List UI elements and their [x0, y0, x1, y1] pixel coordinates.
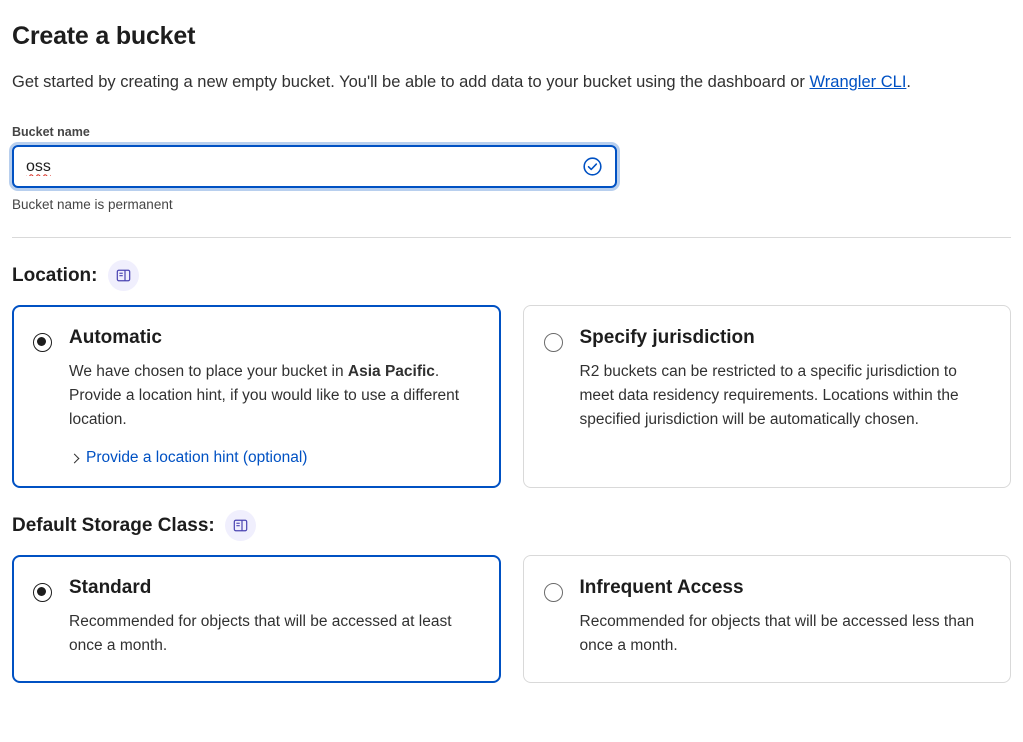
storage-option-standard-title: Standard — [69, 577, 152, 598]
location-option-automatic[interactable] — [12, 305, 501, 488]
location-options — [12, 305, 1011, 488]
location-option-jurisdiction[interactable] — [523, 305, 1012, 488]
desc-bold: Asia Pacific — [347, 363, 435, 380]
location-option-jurisdiction-title: Specify jurisdiction — [579, 327, 755, 348]
location-option-jurisdiction-desc: R2 buckets can be restricted to a specific jurisdiction to meet data residency requirements. Locations within the specified jurisdiction will be automatically chosen. — [579, 363, 959, 428]
info-panel-icon[interactable] — [108, 260, 139, 291]
location-option-jurisdiction-body — [580, 326, 989, 432]
storage-option-infrequent-access-inner — [544, 576, 989, 658]
radio-specify-jurisdiction[interactable] — [544, 333, 563, 352]
intro-text-after: . — [906, 73, 911, 91]
storage-option-infrequent-access-desc: Recommended for objects that will be accessed less than once a month. — [579, 613, 975, 654]
storage-option-standard-inner — [33, 576, 478, 658]
chevron-right-icon — [70, 453, 80, 463]
desc-part-1: We have chosen to place your bucket in — [69, 363, 348, 380]
wrangler-cli-link[interactable]: Wrangler CLI — [809, 73, 907, 91]
section-divider — [12, 237, 1011, 238]
storage-option-standard-desc: Recommended for objects that will be accessed at least once a month. — [69, 613, 452, 654]
storage-option-infrequent-access-body — [580, 576, 989, 658]
location-option-automatic-desc — [69, 360, 478, 432]
intro-text-before: Get started by creating a new empty bucket. You'll be able to add data to your bucket using the dashboard or — [12, 73, 810, 91]
storage-option-standard-body — [69, 576, 478, 658]
storage-class-section-title: Default Storage Class: — [12, 514, 215, 536]
bucket-name-helper: Bucket name is permanent — [12, 197, 173, 212]
location-option-automatic-body — [69, 326, 478, 467]
intro-text — [12, 69, 1011, 95]
location-section-header — [12, 260, 1011, 291]
info-panel-icon-storage[interactable] — [225, 510, 256, 541]
bucket-name-input[interactable] — [12, 145, 617, 188]
storage-class-section-header — [12, 510, 1011, 541]
bucket-name-input-wrap — [12, 145, 617, 188]
location-option-automatic-inner — [33, 326, 478, 467]
storage-option-standard[interactable] — [12, 555, 501, 683]
radio-automatic[interactable] — [33, 333, 52, 352]
storage-option-infrequent-access[interactable] — [523, 555, 1012, 683]
storage-class-options — [12, 555, 1011, 683]
storage-option-infrequent-access-title: Infrequent Access — [579, 577, 744, 598]
location-option-automatic-title: Automatic — [69, 327, 162, 348]
bucket-name-field-group — [12, 125, 1011, 212]
location-hint-link-label: Provide a location hint (optional) — [86, 449, 308, 466]
desc-part-2: . Provide a location hint, if you would like to use a different location. — [69, 363, 460, 428]
radio-infrequent-access[interactable] — [544, 583, 563, 602]
bucket-name-label: Bucket name — [12, 125, 90, 139]
location-hint-link[interactable] — [69, 449, 478, 467]
location-option-jurisdiction-inner — [544, 326, 989, 432]
location-section-title: Location: — [12, 264, 98, 286]
page-title: Create a bucket — [12, 22, 196, 50]
radio-standard[interactable] — [33, 583, 52, 602]
